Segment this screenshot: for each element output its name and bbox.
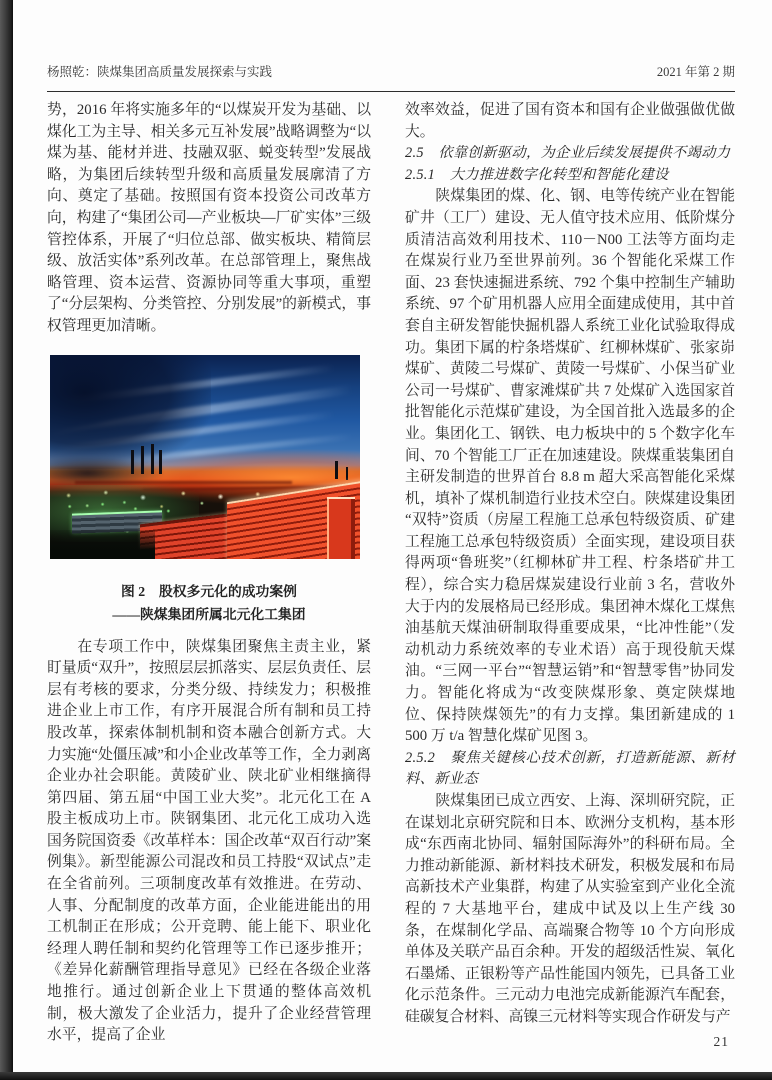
figure-caption [47,580,371,626]
heading-2-5-1: 2.5.1 大力推进数字化转型和智能化建设 [405,166,669,183]
photo-foreground-shadow [50,530,155,559]
paragraph-innovation: 陕煤集团已成立西安、上海、深圳研究院，正在谋划北京研究院和日本、欧洲分支机构，基本形成“东西南北协同、辐射国际海外”的科研布局。全力推动新能源、新材料技术研发，积极发展和布局高新技术产业集群，构建了从实验室到产业化全流程的 7 大基地平台，建成中试及以上生产线 30 条，在煤制化学品、高端聚合物等 10 个方向形成单体及关联产品百余种。开发的超级活性炭、氧化石墨烯、正银粉等产品性能国内领先，已具备工业化示范条件。三元动力电池完成新能源汽车配套，硅碳复合材料、高镍三元材料等实现合作研发与产 [405,793,735,1025]
paragraph-efficiency: 效率效益，促进了国有资本和国有企业做强做优做大。 [405,102,735,140]
heading-2-5-2: 2.5.2 聚焦关键核心技术创新，打造新能源、新材料、新业态 [405,749,735,788]
scan-edge-left [0,0,13,1080]
paragraph-strategy: 势，2016 年将实施多年的“以煤炭开发为基础、以煤化工为主导、相关多元互补发展”战略调整为“以煤为基、能材并进、技融双驱、蜕变转型”发展战略，为集团后续转型升级和高质量发展廓清了方向、奠定了基础。按照国有资本投资公司改革方向，构建了“集团公司—产业板块—厂矿实体”三级管控体系，开展了“归位总部、做实板块、精简层级、放活实体”系列改革。在总部管理上，聚焦战略管理、资本运营、资源协同等重大事项，重塑了“分层架构、分类管控、分别发展”的新模式，事权管理更加清晰。 [47,102,371,334]
figure-caption-line1: 图 2 股权多元化的成功案例 [121,583,297,599]
photo-chimney [159,450,162,474]
heading-2-5: 2.5 依靠创新驱动，为企业后续发展提供不竭动力 [405,145,731,162]
paragraph-special-work: 在专项工作中，陕煤集团聚焦主责主业，紧盯量质“双升”，按照层层抓落实、层层负责任、层层有考核的要求，分类分级、持续发力；积极推进企业上市工作，有序开展混合所有制和员工持股改革，探索体制机制和资本融合创新方式。大力实施“处僵压减”和小企业改革等工作，全力剥离企业办社会职能。黄陵矿业、陕北矿业相继摘得第四届、第五届“中国工业大奖”。北元化工在 A 股主板成功上市。陕钢集团、北元化工成功入选国务院国资委《改革样本：国企改革“双百行动”案例集》。新型能源公司混改和员工持股“双试点”走在全省前列。三项制度改革有效推进。在劳动、人事、分配制度的改革方面，企业能进能出的用工机制正在形成；公开竞聘、能上能下、职业化经理人聘任制和契约化管理等工作已逐步推开；《差异化薪酬管理指导意见》已经在各级企业落地推行。通过创新企业上下贯通的整体高效机制，极大激发了企业活力，提升了企业经营管理水平，提高了企业 [47,638,371,1044]
running-header [47,64,735,80]
page-number: 21 [713,1033,729,1049]
paragraph-digital-transform: 陕煤集团的煤、化、钢、电等传统产业在智能矿井（工厂）建设、无人值守技术应用、低阶煤分质清洁高效利用技术、110－N00 工法等方面均走在煤炭行业乃至世界前列。36 个智能化采煤工作面、23 套快速掘进系统、792 个集中控制生产辅助系统、97 个矿用机器人应用全面建成使用，其中首套自主研发智能快掘机器人系统工业化试验取得成功。集团下属的柠条塔煤矿、红柳林煤矿、张家峁煤矿、黄陵二号煤矿、黄陵一号煤矿、小保当矿业公司一号煤矿、曹家滩煤矿共 7 处煤矿入选国家首批智能化示范煤矿建设，为全国首批入选最多的企业。集团化工、钢铁、电力板块中的 5 个数字化车间、70 个智能工厂正在加速建设。陕煤重装集团自主研发制造的世界首台 8.8 m 超大采高智能化采煤机，填补了煤机制造行业技术空白。陕煤建设集团“双特”资质（房屋工程施工总承包特级资质、矿建工程施工总承包特级资质）全面实现，建设项目获得两项“鲁班奖”（红柳林矿井工程、柠条塔矿井工程），综合实力稳居煤炭建设行业前 3 名，营收外大于内的发展格局已经形成。集团神木煤化工煤焦油基航天煤油研制取得重要成果，“比冲性能”（发动机动力系统效率的专业术语）高于现役航天煤油。“三网一平台”“智慧运销”和“智慧零售”协同发力。智能化将成为“改变陕煤形象、奠定陕煤地位、保持陕煤领先”的有力支撑。集团新建成的 1 500 万 t/a 智慧化煤矿见图 3。 [405,188,735,745]
photo-red-tower [327,497,355,558]
figure-photo-industrial-night [50,355,360,559]
photo-chimney [141,446,144,474]
scan-edge-bottom [0,1072,772,1080]
two-column-layout [47,100,735,1052]
running-header-issue: 2021 年第 2 期 [656,65,735,79]
left-column [47,100,371,1052]
figure-2 [47,355,371,626]
page-content [47,64,735,1052]
photo-chimney [151,444,154,474]
header-rule [47,91,735,92]
right-column [405,100,735,1052]
photo-chimney [131,450,134,474]
running-header-title: 杨照乾：陕煤集团高质量发展探索与实践 [47,65,273,79]
figure-caption-line2: ——陕煤集团所属北元化工集团 [112,606,306,622]
photo-chimney [335,461,338,479]
